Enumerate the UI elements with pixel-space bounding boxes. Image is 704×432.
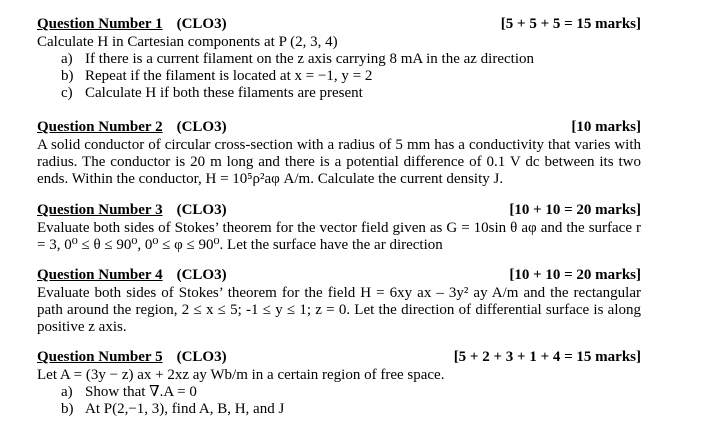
question-2 bbox=[37, 119, 641, 188]
question-clo: (CLO3) bbox=[176, 202, 227, 218]
question-title: Question Number 4 bbox=[37, 267, 163, 283]
question-header bbox=[37, 267, 641, 285]
question-text: Evaluate both sides of Stokes’ theorem for the field H = 6xy ax – 3y² ay A/m and the rectangular path around the region, 2 ≤ x ≤ 5; -1 ≤ y ≤ 1; z = 0. Let the direction of differential surface is along positive z axis. bbox=[37, 285, 641, 335]
question-header bbox=[37, 16, 641, 34]
question-marks: [5 + 5 + 5 = 15 marks] bbox=[500, 16, 641, 32]
question-text: Evaluate both sides of Stokes’ theorem for the vector field given as G = 10sin θ aφ and the surface r = 3, 0⁰ ≤ θ ≤ 90⁰, 0⁰ ≤ φ ≤ 90⁰. Let the surface have the ar direction bbox=[37, 220, 641, 253]
question-header bbox=[37, 349, 641, 367]
question-marks: [10 + 10 = 20 marks] bbox=[509, 202, 641, 218]
question-title: Question Number 1 bbox=[37, 16, 163, 32]
part-item bbox=[61, 384, 641, 401]
part-item bbox=[61, 85, 641, 102]
question-marks: [5 + 2 + 3 + 1 + 4 = 15 marks] bbox=[453, 349, 641, 365]
part-item bbox=[61, 401, 641, 418]
part-label: a) bbox=[61, 51, 73, 67]
question-intro: Calculate H in Cartesian components at P (2, 3, 4) bbox=[37, 34, 338, 50]
part-text: At P(2,−1, 3), find A, B, H, and J bbox=[85, 401, 285, 417]
question-marks: [10 + 10 = 20 marks] bbox=[509, 267, 641, 283]
question-header bbox=[37, 202, 641, 220]
question-intro: Let A = (3y − z) ax + 2xz ay Wb/m in a certain region of free space. bbox=[37, 367, 445, 383]
question-4 bbox=[37, 267, 641, 336]
question-text: A solid conductor of circular cross-section with a radius of 5 mm has a conductivity that varies with radius. The conductor is 20 m long and there is a potential difference of 0.1 V dc between its two ends. Within the conductor, H = 10⁵ρ²aφ A/m. Calculate the current density J. bbox=[37, 137, 641, 187]
part-label: c) bbox=[61, 85, 73, 101]
part-label: b) bbox=[61, 68, 74, 84]
question-clo: (CLO3) bbox=[176, 16, 227, 32]
question-clo: (CLO3) bbox=[176, 119, 227, 135]
question-title: Question Number 3 bbox=[37, 202, 163, 218]
part-label: b) bbox=[61, 401, 74, 417]
question-title: Question Number 2 bbox=[37, 119, 163, 135]
part-item bbox=[61, 51, 641, 68]
question-1 bbox=[37, 16, 641, 102]
question-5 bbox=[37, 349, 641, 418]
part-label: a) bbox=[61, 384, 73, 400]
question-clo: (CLO3) bbox=[176, 349, 227, 365]
part-text: If there is a current filament on the z axis carrying 8 mA in the az direction bbox=[85, 51, 534, 67]
question-title: Question Number 5 bbox=[37, 349, 163, 365]
question-marks: [10 marks] bbox=[571, 119, 641, 135]
question-3 bbox=[37, 202, 641, 254]
part-text: Repeat if the filament is located at x = −1, y = 2 bbox=[85, 68, 373, 84]
part-item bbox=[61, 68, 641, 85]
part-text: Show that ∇.A = 0 bbox=[85, 384, 197, 400]
part-text: Calculate H if both these filaments are present bbox=[85, 85, 363, 101]
question-clo: (CLO3) bbox=[176, 267, 227, 283]
question-header bbox=[37, 119, 641, 137]
